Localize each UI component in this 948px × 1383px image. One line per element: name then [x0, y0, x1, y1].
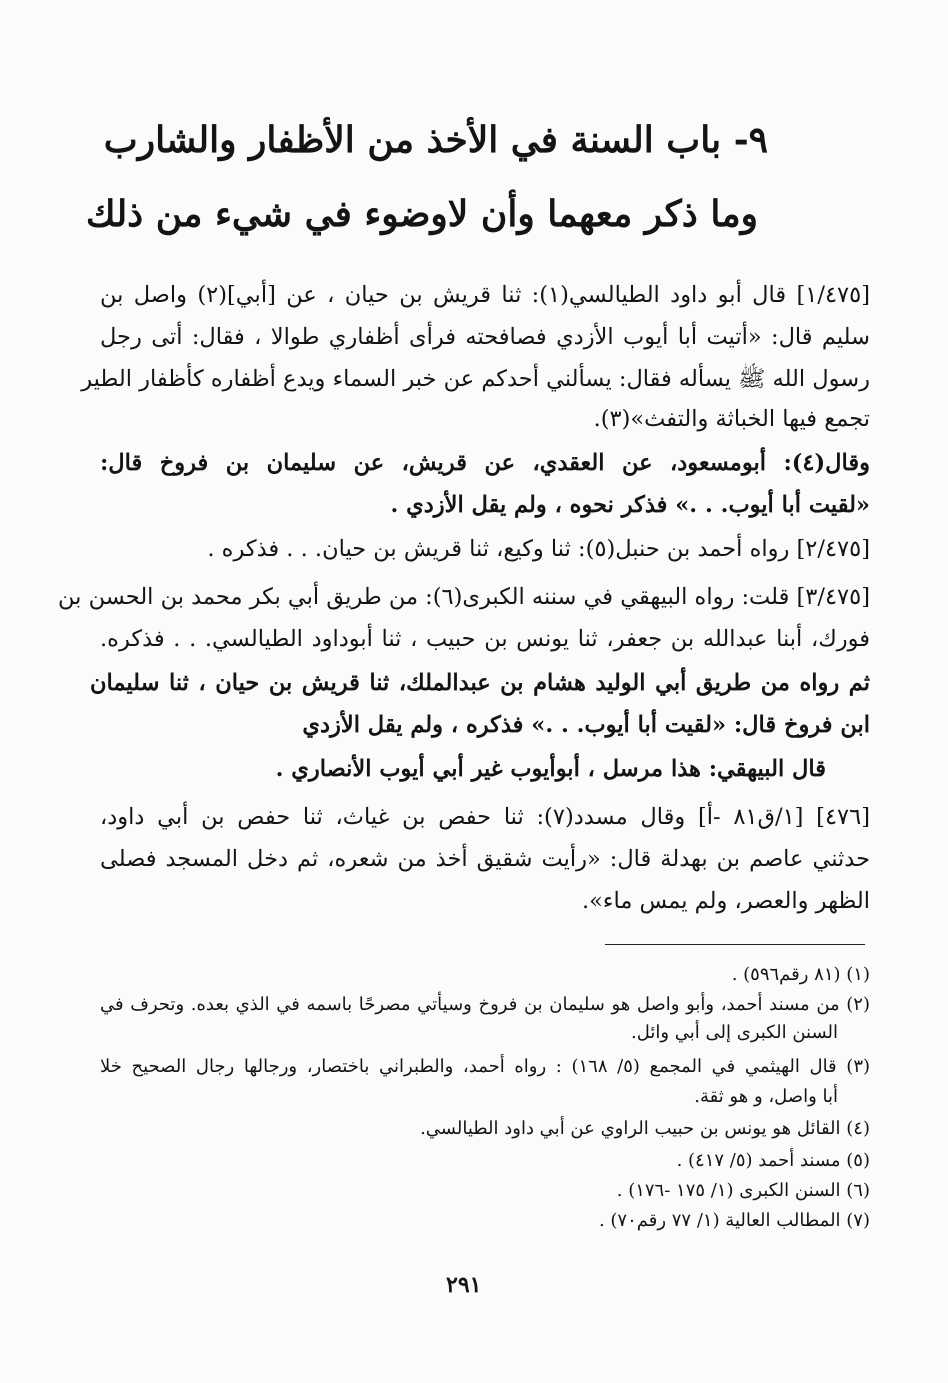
body-line: الظهر والعصر، ولم يمس ماء».	[581, 888, 870, 914]
footnote-line: (٧) المطالب العالية (١/ ٧٧ رقم٧٠) .	[598, 1210, 870, 1231]
footnote-line: (٢) من مسند أحمد، وأبو واصل هو سليمان بن فروخ وسيأتي مصرحًا باسمه في الذي بعده. وتحرف في	[100, 994, 870, 1015]
footnote-line: (٥) مسند أحمد (٥/ ٤١٧) .	[676, 1150, 870, 1171]
body-line: تجمع فيها الخباثة والتفث»(٣).	[593, 406, 870, 432]
footnote-line: السنن الكبرى إلى أبي وائل.	[631, 1022, 838, 1043]
footnote-line: أبا واصل، و هو ثقة.	[694, 1086, 838, 1107]
body-line: ابن فروخ قال: «لقيت أبا أيوب. . .» فذكره ، ولم يقل الأزدي	[302, 712, 870, 738]
body-line: [٤٧٦] [١/ق٨١ -أ] وقال مسدد(٧): ثنا حفص بن غياث، ثنا حفص بن أبي داود،	[100, 804, 870, 830]
footnote-line: (١) (٨١ رقم٥٩٦) .	[731, 964, 870, 985]
body-line: رسول الله ﷺ يسأله فقال: يسألني أحدكم عن خبر السماء ويدع أظفاره كأظفار الطير	[81, 366, 870, 392]
footnote-separator	[605, 944, 865, 945]
body-line: [١/٤٧٥] قال أبو داود الطيالسي(١): ثنا قريش بن حيان ، عن [أبي](٢) واصل بن	[100, 282, 870, 308]
footnote-line: (٦) السنن الكبرى (١/ ١٧٥ -١٧٦) .	[616, 1180, 870, 1201]
page-number: ٢٩١	[446, 1272, 482, 1298]
chapter-title-line-1: ٩- باب السنة في الأخذ من الأظفار والشارب	[103, 119, 768, 161]
body-line: ثم رواه من طريق أبي الوليد هشام بن عبدالملك، ثنا قريش بن حيان ، ثنا سليمان	[90, 670, 870, 696]
body-line: وقال(٤): أبومسعود، عن العقدي، عن قريش، عن سليمان بن فروخ قال:	[100, 450, 870, 476]
body-line: فورك، أبنا عبدالله بن جعفر، ثنا يونس بن حبيب ، ثنا أبوداود الطيالسي. . . فذكره.	[100, 626, 870, 652]
body-line: حدثني عاصم بن بهدلة قال: «رأيت شقيق أخذ من شعره، ثم دخل المسجد فصلى	[100, 846, 870, 872]
body-line: [٣/٤٧٥] قلت: رواه البيهقي في سننه الكبرى(٦): من طريق أبي بكر محمد بن الحسن بن	[58, 584, 870, 610]
chapter-title-line-2: وما ذكر معهما وأن لاوضوء في شيء من ذلك	[85, 193, 758, 235]
body-line: قال البيهقي: هذا مرسل ، أبوأيوب غير أبي أيوب الأنصاري .	[275, 756, 826, 782]
footnote-line: (٣) قال الهيثمي في المجمع (٥/ ١٦٨) : رواه أحمد، والطبراني باختصار، ورجالها رجال الصحيح خلا	[100, 1056, 871, 1077]
body-line: «لقيت أبا أيوب. . .» فذكر نحوه ، ولم يقل الأزدي .	[390, 492, 870, 518]
body-line: سليم قال: «أتيت أبا أيوب الأزدي فصافحته فرأى أظفاري طوالا ، فقال: أتى رجل	[100, 324, 870, 350]
body-line: [٢/٤٧٥] رواه أحمد بن حنبل(٥): ثنا وكيع، ثنا قريش بن حيان. . . فذكره .	[207, 536, 870, 562]
footnote-line: (٤) القائل هو يونس بن حبيب الراوي عن أبي داود الطيالسي.	[420, 1118, 870, 1139]
